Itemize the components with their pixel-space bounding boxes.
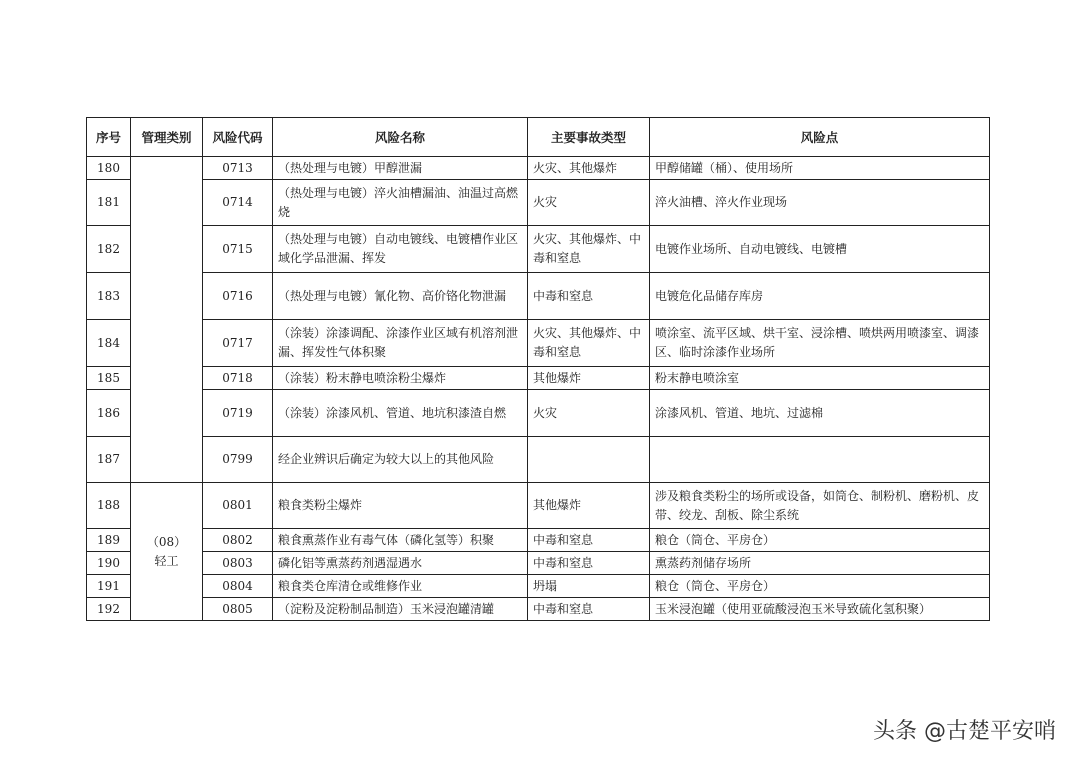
row-risk-name: （淀粉及淀粉制品制造）玉米浸泡罐清罐 xyxy=(273,598,528,621)
row-no: 189 xyxy=(87,529,131,552)
row-accident-type: 其他爆炸 xyxy=(528,367,650,390)
row-no: 192 xyxy=(87,598,131,621)
header-category: 管理类别 xyxy=(131,118,203,157)
row-accident-type: 中毒和窒息 xyxy=(528,529,650,552)
row-no: 180 xyxy=(87,157,131,180)
row-risk-point: 甲醇储罐（桶）、使用场所 xyxy=(650,157,990,180)
row-accident-type: 中毒和窒息 xyxy=(528,552,650,575)
table-row xyxy=(87,437,990,483)
row-code: 0718 xyxy=(203,367,273,390)
row-risk-point: 玉米浸泡罐（使用亚硫酸浸泡玉米导致硫化氢积聚） xyxy=(650,598,990,621)
row-no: 187 xyxy=(87,437,131,483)
row-no: 190 xyxy=(87,552,131,575)
row-risk-name: 粮食类粉尘爆炸 xyxy=(273,483,528,529)
row-no: 181 xyxy=(87,180,131,226)
row-code: 0715 xyxy=(203,226,273,273)
category-cell-light-industry xyxy=(131,483,203,621)
row-code: 0799 xyxy=(203,437,273,483)
row-no: 191 xyxy=(87,575,131,598)
row-code: 0804 xyxy=(203,575,273,598)
row-code: 0801 xyxy=(203,483,273,529)
row-code: 0805 xyxy=(203,598,273,621)
row-code: 0802 xyxy=(203,529,273,552)
table-row xyxy=(87,529,990,552)
row-risk-point: 涉及粮食类粉尘的场所或设备，如筒仓、制粉机、磨粉机、皮带、绞龙、刮板、除尘系统 xyxy=(650,483,990,529)
row-risk-name: 磷化铝等熏蒸药剂遇湿遇水 xyxy=(273,552,528,575)
table-row xyxy=(87,320,990,367)
table-row xyxy=(87,598,990,621)
row-risk-point: 电镀作业场所、自动电镀线、电镀槽 xyxy=(650,226,990,273)
row-no: 182 xyxy=(87,226,131,273)
row-risk-name: （涂装）涂漆调配、涂漆作业区域有机溶剂泄漏、挥发性气体积聚 xyxy=(273,320,528,367)
row-risk-point: 淬火油槽、淬火作业现场 xyxy=(650,180,990,226)
table-row xyxy=(87,157,990,180)
table-row xyxy=(87,226,990,273)
row-risk-name: （热处理与电镀）自动电镀线、电镀槽作业区域化学品泄漏、挥发 xyxy=(273,226,528,273)
category-cell-blank xyxy=(131,157,203,483)
table-row xyxy=(87,390,990,437)
risk-table xyxy=(86,117,990,621)
row-no: 184 xyxy=(87,320,131,367)
row-risk-point: 电镀危化品储存库房 xyxy=(650,273,990,320)
row-risk-name: 粮食类仓库清仓或维修作业 xyxy=(273,575,528,598)
row-risk-point: 粮仓（筒仓、平房仓） xyxy=(650,529,990,552)
row-code: 0803 xyxy=(203,552,273,575)
table-row xyxy=(87,575,990,598)
row-no: 188 xyxy=(87,483,131,529)
category-name: 轻工 xyxy=(154,553,179,568)
table-row xyxy=(87,273,990,320)
table-row xyxy=(87,483,990,529)
table-row xyxy=(87,367,990,390)
row-risk-name: 粮食熏蒸作业有毒气体（磷化氢等）积聚 xyxy=(273,529,528,552)
row-risk-name: （热处理与电镀）淬火油槽漏油、油温过高燃烧 xyxy=(273,180,528,226)
row-code: 0719 xyxy=(203,390,273,437)
row-risk-point xyxy=(650,437,990,483)
row-accident-type: 火灾 xyxy=(528,390,650,437)
row-accident-type: 中毒和窒息 xyxy=(528,598,650,621)
row-risk-point: 涂漆风机、管道、地坑、过滤棉 xyxy=(650,390,990,437)
watermark: 头条 @古楚平安哨 xyxy=(873,719,1056,744)
row-no: 183 xyxy=(87,273,131,320)
row-accident-type: 火灾 xyxy=(528,180,650,226)
row-accident-type: 坍塌 xyxy=(528,575,650,598)
row-no: 185 xyxy=(87,367,131,390)
header-risk-point: 风险点 xyxy=(650,118,990,157)
table-row xyxy=(87,180,990,226)
header-code: 风险代码 xyxy=(203,118,273,157)
row-code: 0716 xyxy=(203,273,273,320)
category-code: （08） xyxy=(146,534,187,549)
row-risk-point: 粮仓（筒仓、平房仓） xyxy=(650,575,990,598)
row-accident-type: 火灾、其他爆炸、中毒和窒息 xyxy=(528,226,650,273)
row-risk-name: （热处理与电镀）甲醇泄漏 xyxy=(273,157,528,180)
row-risk-name: （涂装）涂漆风机、管道、地坑积漆渣自燃 xyxy=(273,390,528,437)
table-header-row xyxy=(87,118,990,157)
row-risk-name: （涂装）粉末静电喷涂粉尘爆炸 xyxy=(273,367,528,390)
row-accident-type: 火灾、其他爆炸、中毒和窒息 xyxy=(528,320,650,367)
header-no: 序号 xyxy=(87,118,131,157)
header-accident-type: 主要事故类型 xyxy=(528,118,650,157)
row-accident-type: 其他爆炸 xyxy=(528,483,650,529)
row-accident-type xyxy=(528,437,650,483)
table-row xyxy=(87,552,990,575)
row-risk-point: 熏蒸药剂储存场所 xyxy=(650,552,990,575)
row-risk-point: 粉末静电喷涂室 xyxy=(650,367,990,390)
row-accident-type: 火灾、其他爆炸 xyxy=(528,157,650,180)
header-risk-name: 风险名称 xyxy=(273,118,528,157)
row-no: 186 xyxy=(87,390,131,437)
row-risk-name: 经企业辨识后确定为较大以上的其他风险 xyxy=(273,437,528,483)
row-accident-type: 中毒和窒息 xyxy=(528,273,650,320)
row-risk-point: 喷涂室、流平区域、烘干室、浸涂槽、喷烘两用喷漆室、调漆区、临时涂漆作业场所 xyxy=(650,320,990,367)
row-risk-name: （热处理与电镀）氰化物、高价铬化物泄漏 xyxy=(273,273,528,320)
row-code: 0717 xyxy=(203,320,273,367)
row-code: 0713 xyxy=(203,157,273,180)
row-code: 0714 xyxy=(203,180,273,226)
